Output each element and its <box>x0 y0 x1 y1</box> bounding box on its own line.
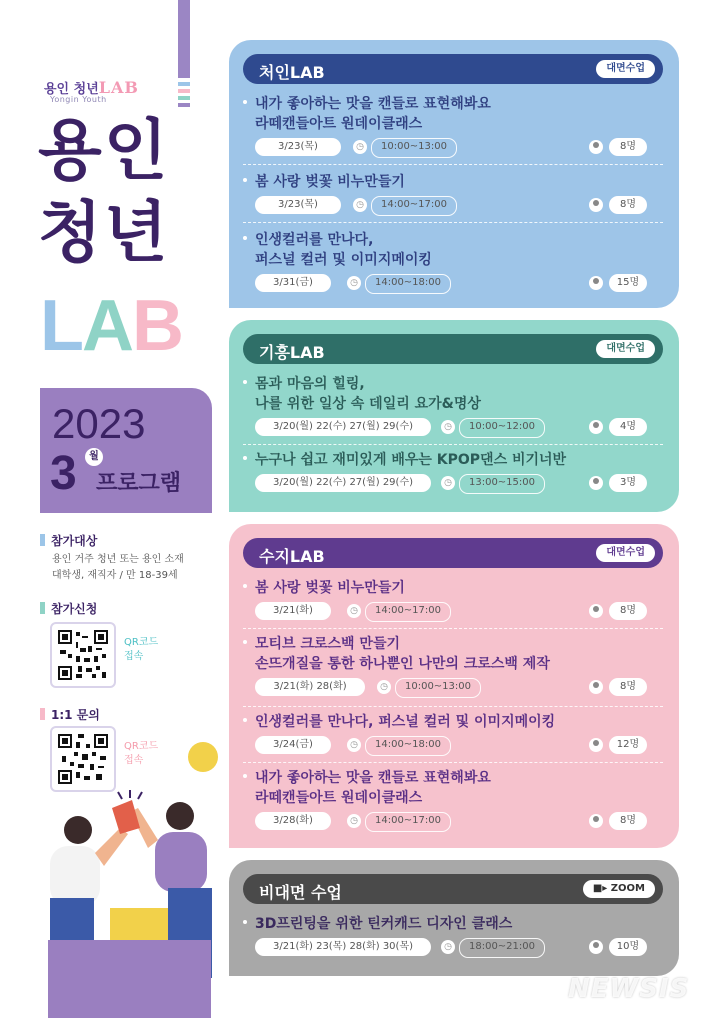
title-lab-a: A <box>81 286 132 366</box>
target-line-2: 대학생, 재직자 / 만 18-39세 <box>52 570 178 581</box>
capacity-count: 3명 <box>609 474 647 492</box>
program-title: 누구나 쉽고 재미있게 배우는 KPOP댄스 비기너반 <box>243 450 663 470</box>
divider <box>243 222 663 223</box>
program-title: 모티브 크로스백 만들기 <box>243 634 663 654</box>
person-icon <box>589 276 603 290</box>
program-meta <box>243 678 663 698</box>
year: 2023 <box>52 400 146 447</box>
inquiry-qr-code[interactable] <box>50 726 116 792</box>
person-icon <box>589 680 603 694</box>
clock-icon: ◷ <box>347 738 361 752</box>
time-pill: 14:00~17:00 <box>371 196 457 216</box>
program-item <box>243 94 663 158</box>
month-number: 3 <box>50 447 77 500</box>
section-header <box>243 874 663 904</box>
period-box <box>40 388 212 513</box>
program-meta <box>243 138 663 158</box>
time-pill: 18:00~21:00 <box>459 938 545 958</box>
program-subtitle: 라떼캔들아트 원데이클래스 <box>255 790 423 806</box>
program-meta <box>243 196 663 216</box>
clock-icon: ◷ <box>353 198 367 212</box>
time-pill: 10:00~13:00 <box>371 138 457 158</box>
program-item <box>243 578 663 622</box>
divider <box>243 164 663 165</box>
divider <box>243 706 663 707</box>
program-item <box>243 712 663 756</box>
program-title: 3D프린팅을 위한 틴커캐드 디자인 클래스 <box>243 914 663 934</box>
logo-text-ko: 용인 청년 <box>44 82 99 97</box>
color-stripes <box>178 82 190 110</box>
time-pill: 14:00~18:00 <box>365 274 451 294</box>
person-icon <box>589 604 603 618</box>
title-lab <box>40 286 182 366</box>
video-camera-icon: ■▸ <box>592 883 611 894</box>
section-online <box>229 860 679 976</box>
program-meta <box>243 736 663 756</box>
target-heading: 참가대상 <box>40 532 97 549</box>
person-icon <box>589 198 603 212</box>
target-description <box>52 552 184 584</box>
clock-icon: ◷ <box>441 420 455 434</box>
section-title: 수지LAB <box>259 547 325 566</box>
date-pill: 3/21(화) 23(목) 28(화) 30(목) <box>255 938 431 956</box>
capacity-count: 8명 <box>609 196 647 214</box>
watermark: NEWSIS <box>568 974 690 1004</box>
capacity-count: 4명 <box>609 418 647 436</box>
time-pill: 14:00~18:00 <box>365 736 451 756</box>
apply-qr-code[interactable] <box>50 622 116 688</box>
time-pill: 10:00~13:00 <box>395 678 481 698</box>
apply-qr-label: QR코드 접속 <box>124 637 159 662</box>
person-icon <box>589 738 603 752</box>
title-line-1: 용인 <box>38 112 170 189</box>
section-title: 비대면 수업 <box>259 883 342 902</box>
section-header <box>243 54 663 84</box>
program-title: 내가 좋아하는 맛을 캔들로 표현해봐요 <box>243 768 663 788</box>
clock-icon: ◷ <box>353 140 367 154</box>
divider <box>243 444 663 445</box>
time-pill: 13:00~15:00 <box>459 474 545 494</box>
time-pill: 14:00~17:00 <box>365 602 451 622</box>
divider <box>243 628 663 629</box>
section-title: 처인LAB <box>259 63 325 82</box>
program-label: 프로그램 <box>96 471 182 496</box>
capacity-count: 8명 <box>609 678 647 696</box>
capacity-count: 12명 <box>609 736 647 754</box>
class-type-badge: 대면수업 <box>596 60 655 78</box>
date-pill: 3/21(화) <box>255 602 331 620</box>
clock-icon: ◷ <box>347 814 361 828</box>
program-item <box>243 450 663 494</box>
bottom-accent-block <box>48 940 211 1018</box>
date-pill: 3/23(목) <box>255 196 341 214</box>
program-meta <box>243 274 663 294</box>
person-icon <box>589 420 603 434</box>
capacity-count: 15명 <box>609 274 647 292</box>
class-type-badge: 대면수업 <box>596 544 655 562</box>
person-icon <box>589 140 603 154</box>
section-header <box>243 538 663 568</box>
program-item <box>243 374 663 438</box>
logo-text-lab: LAB <box>98 78 139 97</box>
class-type-badge: 대면수업 <box>596 340 655 358</box>
clock-icon: ◷ <box>441 476 455 490</box>
program-subtitle: 퍼스널 컬러 및 이미지메이킹 <box>255 252 432 268</box>
section-title: 기흥LAB <box>259 343 325 362</box>
program-subtitle: 손뜨개질을 통한 하나뿐인 나만의 크로스백 제작 <box>255 656 550 672</box>
program-meta <box>243 474 663 494</box>
clock-icon: ◷ <box>377 680 391 694</box>
apply-heading: 참가신청 <box>40 600 97 617</box>
person-icon <box>589 814 603 828</box>
title-lab-b: B <box>131 286 182 366</box>
program-title: 인생컬러를 만나다, 퍼스널 컬러 및 이미지메이킹 <box>243 712 663 732</box>
title-lab-l: L <box>40 286 82 366</box>
program-title: 인생컬러를 만나다, <box>243 230 663 250</box>
divider <box>243 762 663 763</box>
logo-subtitle: Yongin Youth <box>50 95 107 104</box>
program-title: 봄 사랑 벚꽃 비누만들기 <box>243 578 663 598</box>
person-icon <box>589 476 603 490</box>
clock-icon: ◷ <box>441 940 455 954</box>
month-unit: 월 <box>85 448 103 466</box>
decorative-circle <box>188 742 218 772</box>
inquiry-heading: 1:1 문의 <box>40 706 100 723</box>
clock-icon: ◷ <box>347 276 361 290</box>
program-title: 내가 좋아하는 맛을 캔들로 표현해봐요 <box>243 94 663 114</box>
program-meta <box>243 812 663 832</box>
zoom-badge: ■▸ ZOOM <box>583 880 655 898</box>
section-cheoin <box>229 40 679 308</box>
program-item <box>243 230 663 294</box>
section-header <box>243 334 663 364</box>
title-line-2: 청년 <box>38 194 170 271</box>
time-pill: 10:00~12:00 <box>459 418 545 438</box>
program-meta <box>243 418 663 438</box>
program-item <box>243 914 663 958</box>
capacity-count: 8명 <box>609 812 647 830</box>
program-item <box>243 634 663 698</box>
time-pill: 14:00~17:00 <box>365 812 451 832</box>
date-pill: 3/28(화) <box>255 812 331 830</box>
program-meta <box>243 938 663 958</box>
program-meta <box>243 602 663 622</box>
date-pill: 3/20(월) 22(수) 27(월) 29(수) <box>255 474 431 492</box>
program-item <box>243 172 663 216</box>
program-subtitle: 라떼캔들아트 원데이클래스 <box>255 116 423 132</box>
date-pill: 3/31(금) <box>255 274 331 292</box>
date-pill: 3/20(월) 22(수) 27(월) 29(수) <box>255 418 431 436</box>
inquiry-qr-label: QR코드 접속 <box>124 741 159 766</box>
program-title: 몸과 마음의 힐링, <box>243 374 663 394</box>
section-giheung <box>229 320 679 512</box>
target-line-1: 용인 거주 청년 또는 용인 소재 <box>52 554 184 565</box>
date-pill: 3/23(목) <box>255 138 341 156</box>
date-pill: 3/24(금) <box>255 736 331 754</box>
capacity-count: 8명 <box>609 602 647 620</box>
capacity-count: 10명 <box>609 938 647 956</box>
person-icon <box>589 940 603 954</box>
capacity-count: 8명 <box>609 138 647 156</box>
section-suji <box>229 524 679 848</box>
clock-icon: ◷ <box>347 604 361 618</box>
date-pill: 3/21(화) 28(화) <box>255 678 365 696</box>
top-accent-bar <box>178 0 190 78</box>
program-item <box>243 768 663 832</box>
program-subtitle: 나를 위한 일상 속 데일리 요가&명상 <box>255 396 481 412</box>
program-title: 봄 사랑 벚꽃 비누만들기 <box>243 172 663 192</box>
